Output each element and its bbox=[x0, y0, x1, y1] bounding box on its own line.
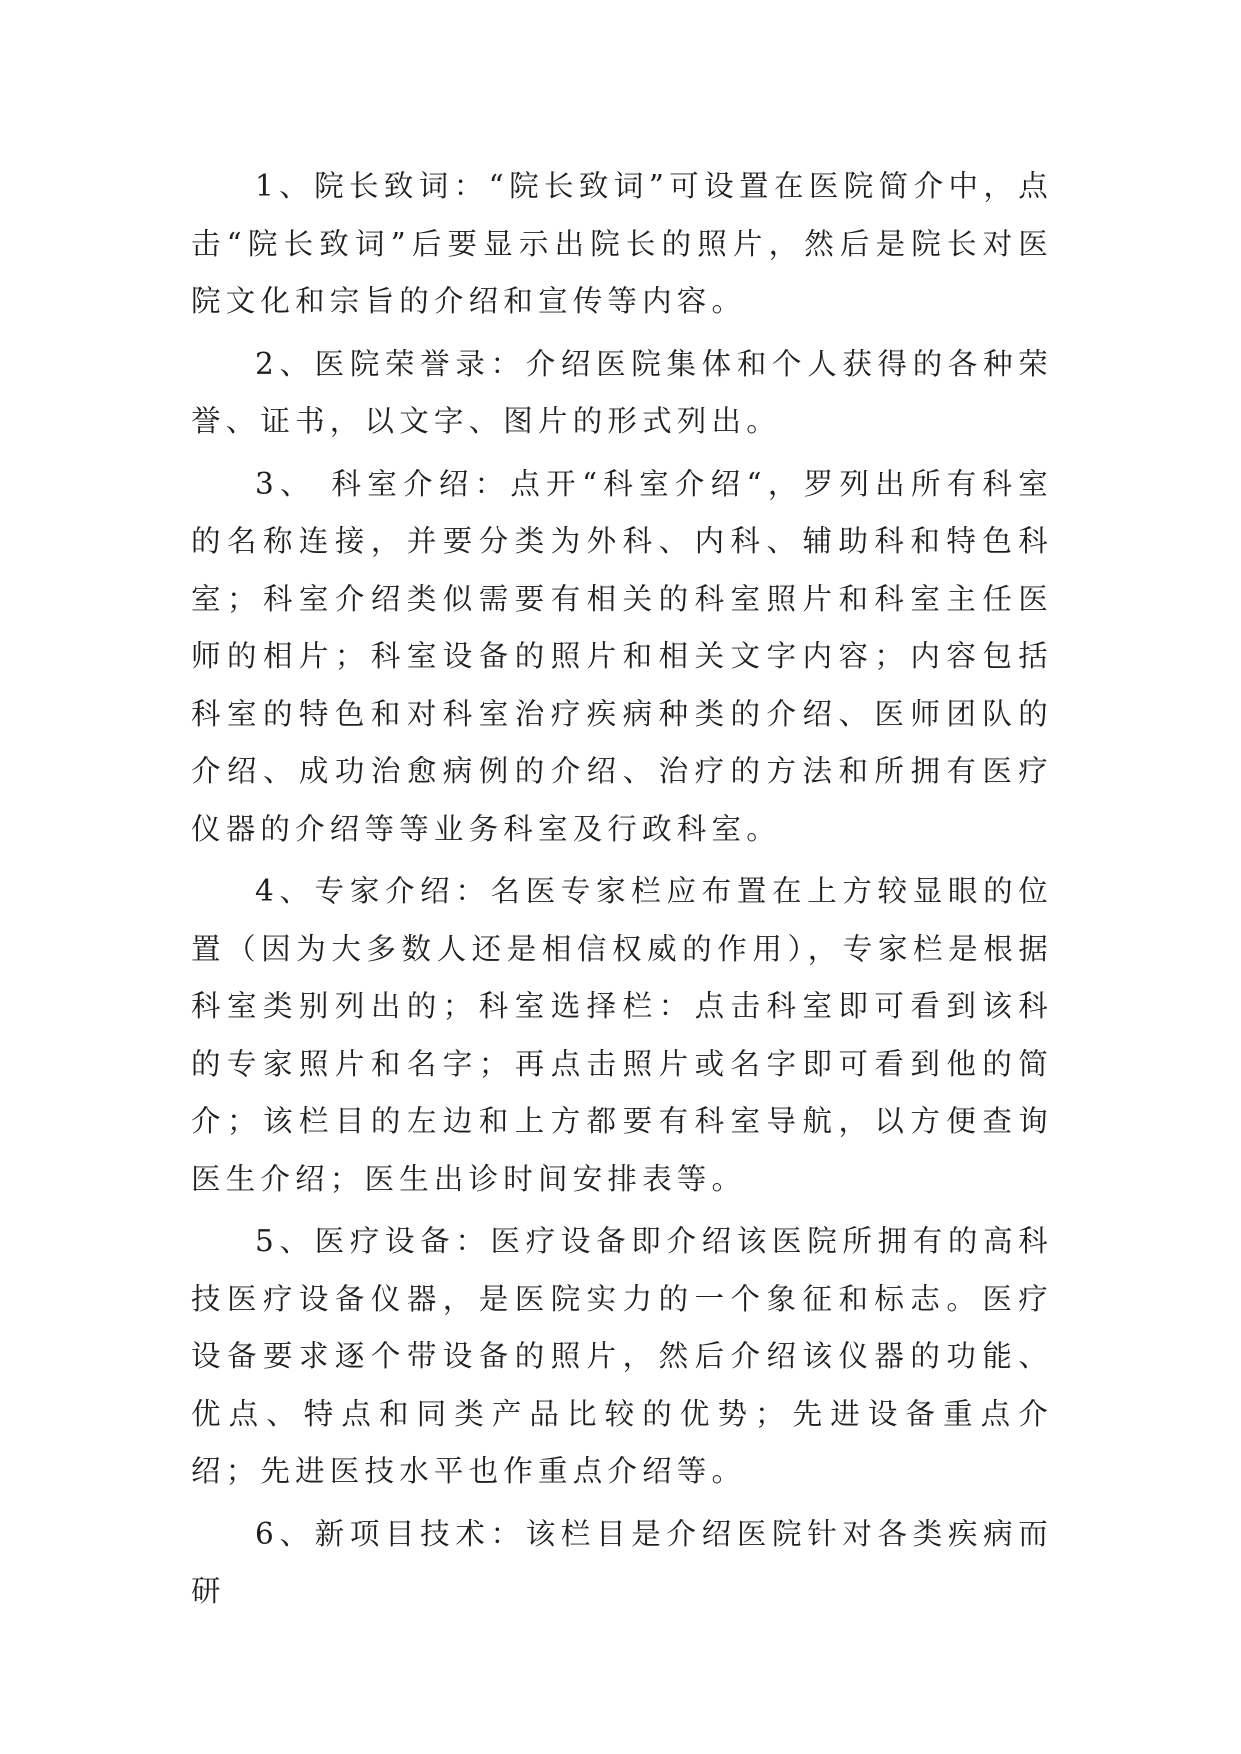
paragraph-hospital-honors: 2、医院荣誉录：介绍医院集体和个人获得的各种荣誉、证书，以文字、图片的形式列出。 bbox=[191, 346, 1053, 438]
paragraph-president-speech: 1、院长致词：“院长致词”可设置在医院简介中，点击“院长致词”后要显示出院长的照片，然后是院长对医院文化和宗旨的介绍和宣传等内容。 bbox=[191, 169, 1053, 318]
paragraph-new-technology: 6、新项目技术：该栏目是介绍医院针对各类疾病而研 bbox=[191, 1516, 1053, 1608]
paragraph-department-intro: 3、 科室介绍：点开“科室介绍“，罗列出所有科室的名称连接，并要分类为外科、内科、辅助科和特色科室；科室介绍类似需要有相关的科室照片和科室主任医师的相片；科室设备的照片和相关文字内容；内容包括科室的特色和对科室治疗疾病种类的介绍、医师团队的介绍、成功治愈病例的介绍、治疗的方法和所拥有医疗仪器的介绍等等业务科室及行政科室。 bbox=[191, 466, 1053, 846]
paragraph-medical-equipment: 5、医疗设备：医疗设备即介绍该医院所拥有的高科技医疗设备仪器，是医院实力的一个象征和标志。医疗设备要求逐个带设备的照片，然后介绍该仪器的功能、优点、特点和同类产品比较的优势；先进设备重点介绍；先进医技水平也作重点介绍等。 bbox=[191, 1224, 1053, 1488]
document-body bbox=[191, 158, 1053, 1626]
paragraph-expert-intro: 4、专家介绍：名医专家栏应布置在上方较显眼的位置（因为大多数人还是相信权威的作用），专家栏是根据科室类别列出的；科室选择栏：点击科室即可看到该科的专家照片和名字；再点击照片或名字即可看到他的简介；该栏目的左边和上方都要有科室导航，以方便查询医生介绍；医生出诊时间安排表等。 bbox=[191, 874, 1053, 1196]
